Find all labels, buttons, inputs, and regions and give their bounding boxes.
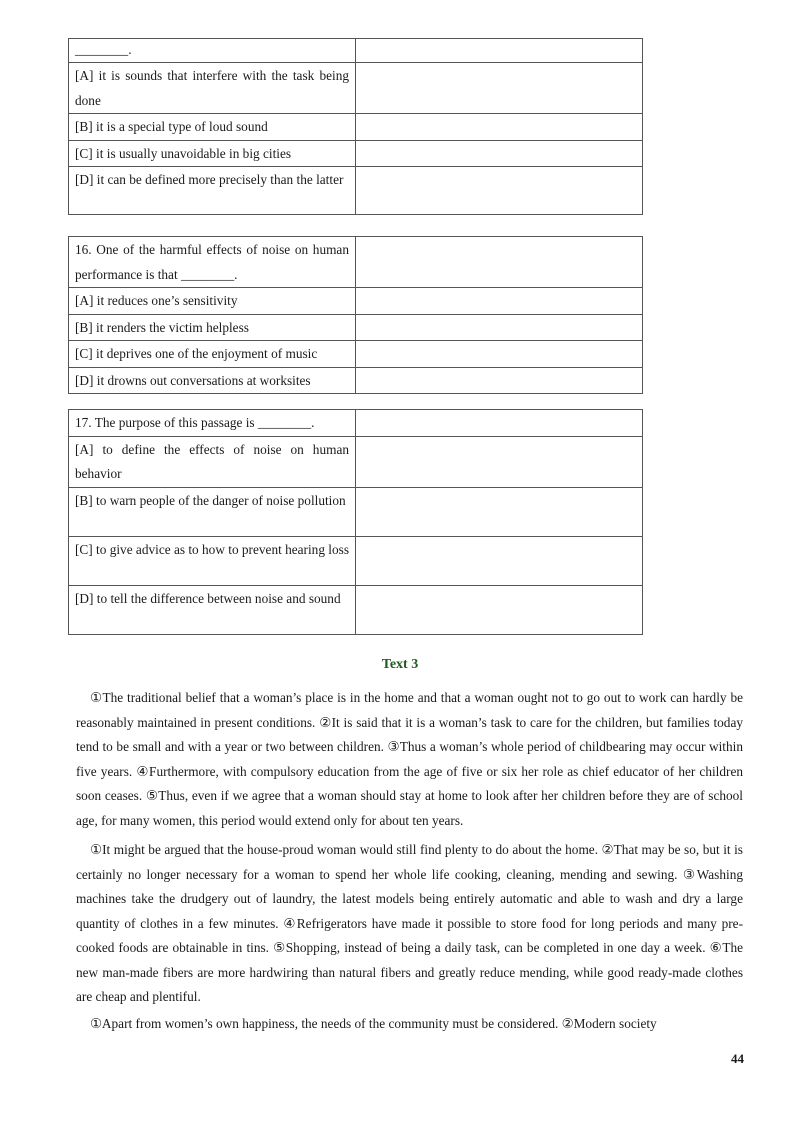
question-15-stem: ________. bbox=[75, 42, 132, 57]
answer-cell bbox=[356, 288, 643, 315]
question-16-table bbox=[68, 236, 643, 394]
question-17-table bbox=[68, 409, 643, 635]
option-b: [B] to warn people of the danger of noise pollution bbox=[75, 492, 346, 508]
question-15-table bbox=[68, 38, 643, 215]
option-c: [C] it is usually unavoidable in big cities bbox=[75, 145, 292, 161]
option-a: [A] to define the effects of noise on human behavior bbox=[75, 441, 349, 481]
answer-cell bbox=[356, 39, 643, 63]
answer-cell bbox=[356, 367, 643, 394]
option-d: [D] to tell the difference between noise and sound bbox=[75, 590, 341, 606]
answer-cell bbox=[356, 140, 643, 167]
option-a: [A] it is sounds that interfere with the task being done bbox=[75, 68, 349, 108]
answer-cell bbox=[356, 314, 643, 341]
answer-cell bbox=[356, 237, 643, 288]
option-d: [D] it drowns out conversations at worksites bbox=[75, 372, 311, 388]
answer-cell bbox=[356, 114, 643, 141]
option-c: [C] to give advice as to how to prevent hearing loss bbox=[75, 541, 349, 557]
option-d: [D] it can be defined more precisely than the latter bbox=[75, 172, 344, 187]
answer-cell bbox=[356, 487, 643, 536]
option-a: [A] it reduces one’s sensitivity bbox=[75, 293, 238, 308]
answer-cell bbox=[356, 167, 643, 215]
option-b: [B] it is a special type of loud sound bbox=[75, 119, 268, 134]
paragraph-3: ①Apart from women’s own happiness, the needs of the community must be considered. ②Modern society bbox=[90, 1016, 657, 1031]
question-17-stem: 17. The purpose of this passage is ________. bbox=[75, 415, 315, 430]
answer-cell bbox=[356, 536, 643, 585]
answer-cell bbox=[356, 585, 643, 634]
option-b: [B] it renders the victim helpless bbox=[75, 319, 249, 335]
paragraph-2: ①It might be argued that the house-proud woman would still find plenty to do about the home. ②That may be so, but it is certainly no longer necessary for a woman to spend her whole life cooking, cleaning, mending and sewing. ③Washing machines take the drudgery out of laundry, the latest models being entirely automatic and able to wash and dry a large quantity of clothes in a few minutes. ④Refrigerators have made it possible to store food for long periods and many pre-cooked foods are obtainable in tins. ⑤Shopping, instead of being a daily task, can be completed in one day a week. ⑥The new man-made fibers are more hardwiring than natural fibers and greatly reduce mending, while good ready-made clothes are cheap and plentiful. bbox=[76, 842, 743, 1004]
option-c: [C] it deprives one of the enjoyment of music bbox=[75, 346, 318, 361]
question-16-stem: 16. One of the harmful effects of noise on human performance is that ________. bbox=[75, 242, 349, 282]
answer-cell bbox=[356, 63, 643, 114]
answer-cell bbox=[356, 341, 643, 368]
answer-cell bbox=[356, 436, 643, 487]
answer-cell bbox=[356, 410, 643, 437]
page-number: 44 bbox=[731, 1051, 744, 1066]
section-title: Text 3 bbox=[381, 657, 419, 672]
paragraph-1: ①The traditional belief that a woman’s place is in the home and that a woman ought not to go out to work can hardly be reasonably maintained in present conditions. ②It is said that it is a woman’s task to care for the children, but families today tend to be small and with a year or two between children. ③Thus a woman’s whole period of childbearing may occur within five years. ④Furthermore, with compulsory education from the age of five or six her role as chief educator of her children soon ceases. ⑤Thus, even if we agree that a woman should stay at home to look after her children before they are of school age, for many women, this period would extend only for about ten years. bbox=[76, 690, 743, 828]
